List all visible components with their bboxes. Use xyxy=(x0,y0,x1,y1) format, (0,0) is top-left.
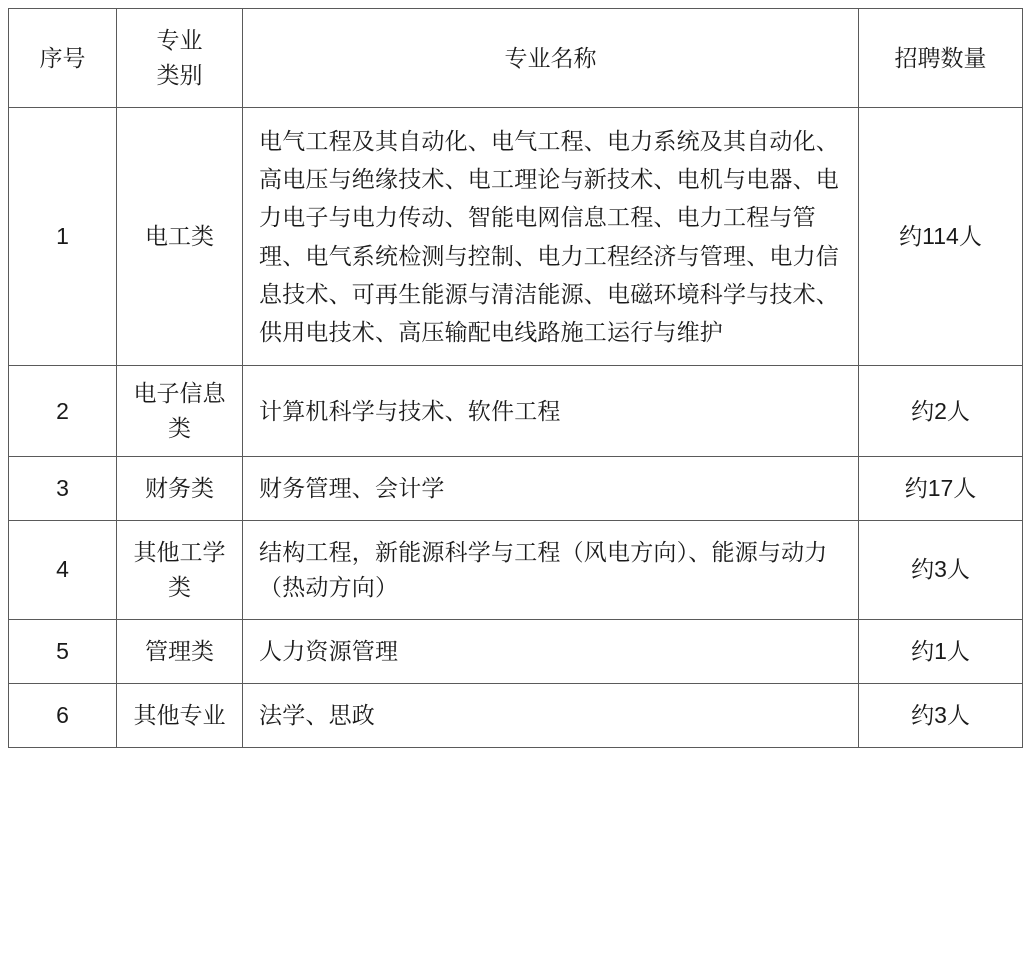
column-header-category xyxy=(117,9,243,108)
table-row xyxy=(9,456,1023,520)
column-header-count: 招聘数量 xyxy=(859,9,1023,108)
cell-index: 5 xyxy=(9,619,117,683)
column-header-category-line1: 专业 xyxy=(156,27,203,54)
table-header xyxy=(9,9,1023,108)
cell-major-name: 法学、思政 xyxy=(243,683,859,747)
table-row xyxy=(9,108,1023,366)
cell-category: 其他工学类 xyxy=(117,520,243,619)
cell-major-name: 人力资源管理 xyxy=(243,619,859,683)
cell-category: 其他专业 xyxy=(117,683,243,747)
cell-count: 约3人 xyxy=(859,683,1023,747)
column-header-index: 序号 xyxy=(9,9,117,108)
cell-index: 1 xyxy=(9,108,117,366)
cell-category: 电工类 xyxy=(117,108,243,366)
cell-index: 3 xyxy=(9,456,117,520)
column-header-major-name: 专业名称 xyxy=(243,9,859,108)
cell-count: 约3人 xyxy=(859,520,1023,619)
cell-category: 财务类 xyxy=(117,456,243,520)
cell-major-name: 电气工程及其自动化、电气工程、电力系统及其自动化、高电压与绝缘技术、电工理论与新技术、电机与电器、电力电子与电力传动、智能电网信息工程、电力工程与管理、电气系统检测与控制、电力工程经济与管理、电力信息技术、可再生能源与清洁能源、电磁环境科学与技术、供用电技术、高压输配电线路施工运行与维护 xyxy=(243,108,859,366)
table-header-row xyxy=(9,9,1023,108)
table-body xyxy=(9,108,1023,748)
cell-major-name: 计算机科学与技术、软件工程 xyxy=(243,366,859,457)
table-row xyxy=(9,683,1023,747)
cell-index: 2 xyxy=(9,366,117,457)
table-row xyxy=(9,366,1023,457)
cell-count: 约17人 xyxy=(859,456,1023,520)
table-row xyxy=(9,520,1023,619)
cell-category: 电子信息类 xyxy=(117,366,243,457)
column-header-category-line2: 类别 xyxy=(156,62,203,88)
table-row xyxy=(9,619,1023,683)
cell-category: 管理类 xyxy=(117,619,243,683)
cell-index: 4 xyxy=(9,520,117,619)
cell-count: 约2人 xyxy=(859,366,1023,457)
cell-count: 约114人 xyxy=(859,108,1023,366)
cell-major-name: 结构工程，新能源科学与工程（风电方向）、能源与动力（热动方向） xyxy=(243,520,859,619)
cell-major-name: 财务管理、会计学 xyxy=(243,456,859,520)
cell-count: 约1人 xyxy=(859,619,1023,683)
cell-index: 6 xyxy=(9,683,117,747)
recruitment-major-table xyxy=(8,8,1023,748)
